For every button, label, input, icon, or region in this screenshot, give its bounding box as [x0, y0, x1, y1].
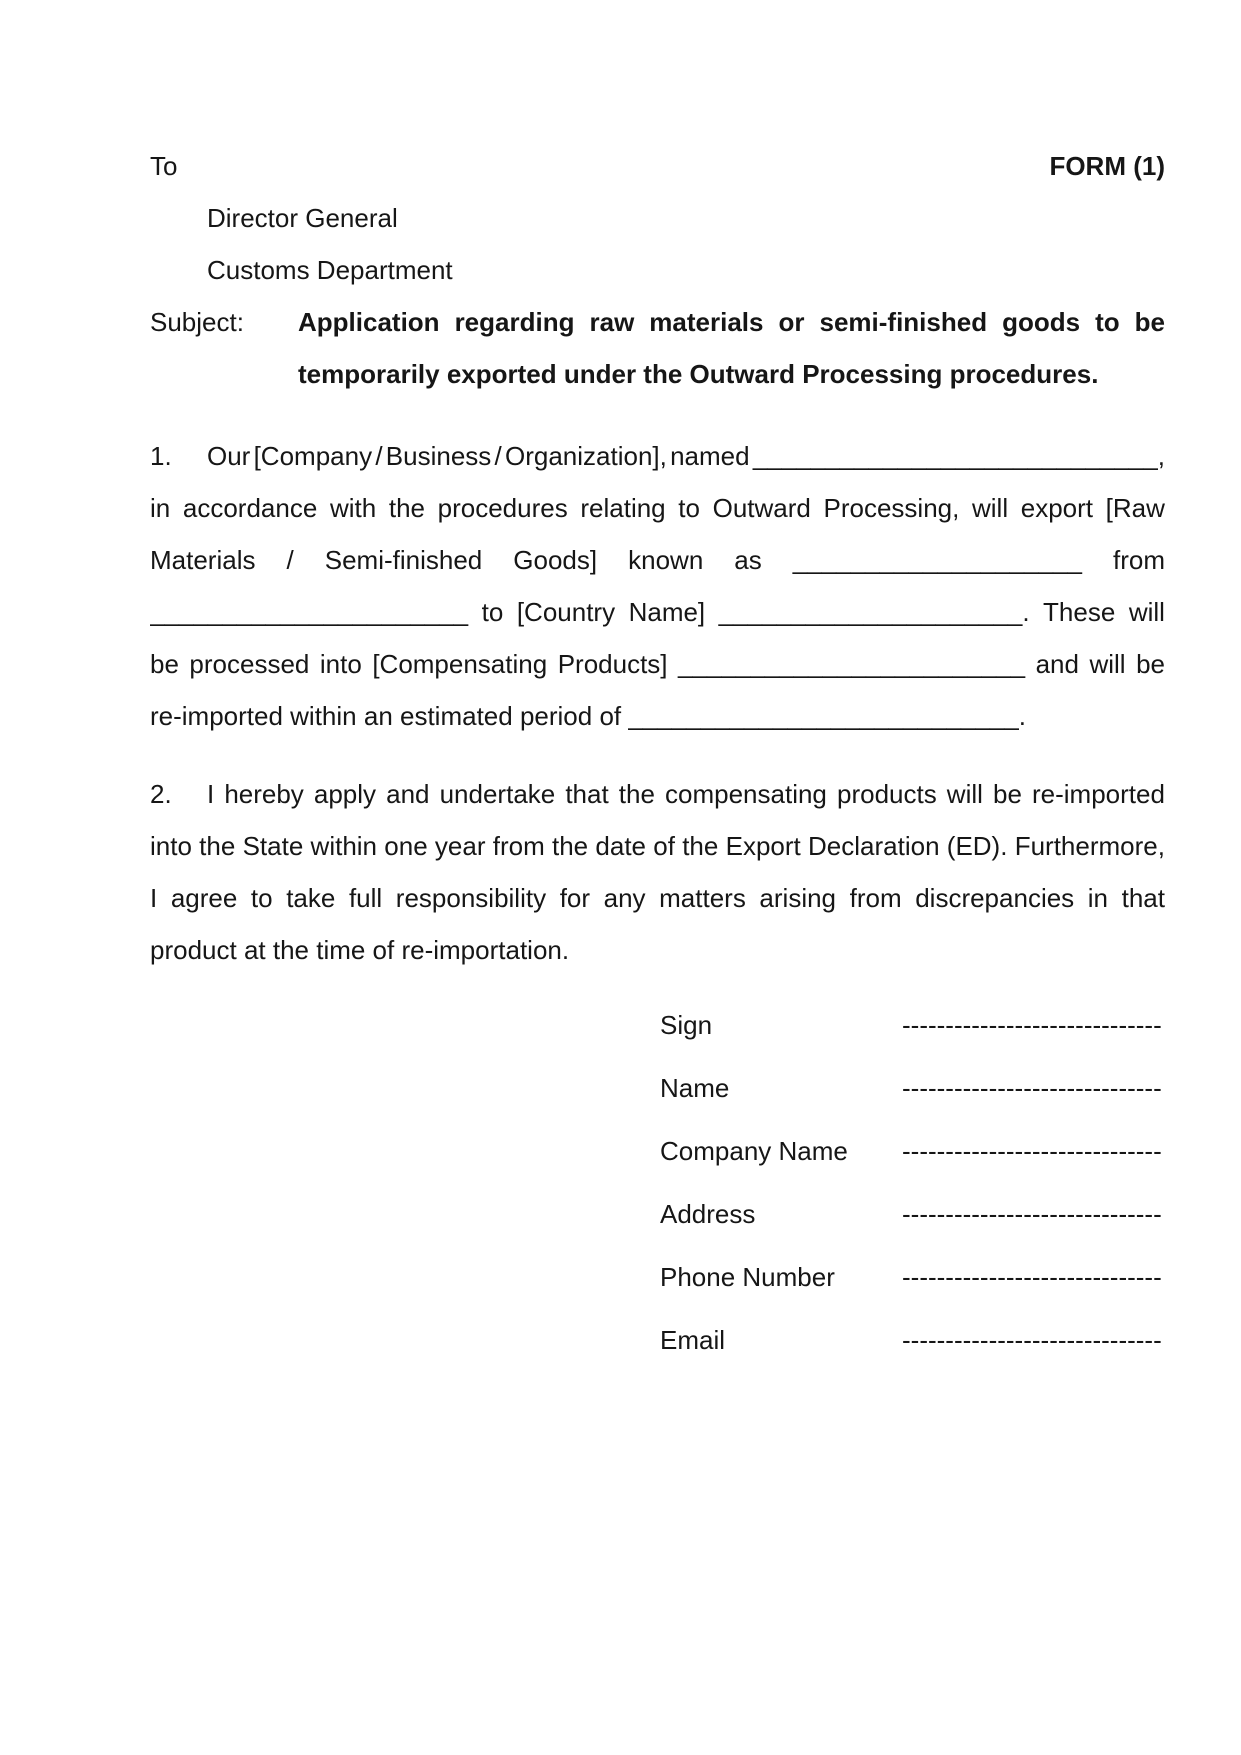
para-1-line-4: ______________________ to [Country Name] _____________________. These will [150, 597, 1165, 627]
sign-label: Sign [660, 1010, 713, 1040]
company-name-label: Company Name [660, 1136, 848, 1166]
to-label: To [150, 151, 178, 181]
company-name-blank-line: ------------------------------ [902, 1136, 1162, 1166]
signature-block [660, 994, 1165, 1372]
para-2-line-1: 2. I hereby apply and undertake that the compensating products will be re-imported [150, 768, 1165, 820]
paragraph-1 [150, 430, 1165, 742]
name-label: Name [660, 1073, 730, 1103]
address-row [660, 1183, 1165, 1246]
sign-row [660, 994, 1165, 1057]
subject-row [150, 296, 1165, 400]
phone-number-row [660, 1246, 1165, 1309]
para-2-line-2: into the State within one year from the date of the Export Declaration (ED). Furthermore, [150, 831, 1165, 861]
para-1-number: 1. [150, 441, 172, 471]
para-2-number: 2. [150, 779, 172, 809]
document-content [150, 140, 1165, 1372]
subject-label: Subject: [150, 307, 244, 337]
phone-number-blank-line: ------------------------------ [902, 1262, 1162, 1292]
name-row [660, 1057, 1165, 1120]
email-blank-line: ------------------------------ [902, 1325, 1162, 1355]
sign-blank-line: ------------------------------ [902, 1010, 1162, 1040]
email-label: Email [660, 1325, 726, 1355]
para-1-line-6: re-imported within an estimated period of ___________________________. [150, 701, 1026, 731]
para-1-line-3: Materials / Semi-finished Goods] known as ____________________ from [150, 545, 1165, 575]
para-2-line-3: I agree to take full responsibility for any matters arising from discrepancies in that [150, 883, 1165, 913]
subject-text [298, 296, 1165, 400]
subject-line-2: temporarily exported under the Outward Processing procedures. [298, 359, 1099, 389]
address-label: Address [660, 1199, 756, 1229]
form-number: FORM (1) [1049, 151, 1165, 181]
recipient-director-general: Director General [207, 203, 398, 233]
phone-number-label: Phone Number [660, 1262, 835, 1292]
header-row [150, 140, 1165, 192]
subject-line-1: Application regarding raw materials or semi-finished goods to be [298, 307, 1165, 337]
para-1-line-1: 1. Our [Company / Business / Organization], named ____________________________, [150, 430, 1165, 482]
email-row [660, 1309, 1165, 1372]
name-blank-line: ------------------------------ [902, 1073, 1162, 1103]
para-1-line-2: in accordance with the procedures relating to Outward Processing, will export [Raw [150, 493, 1165, 523]
address-blank-line: ------------------------------ [902, 1199, 1162, 1229]
para-2-line-4: product at the time of re-importation. [150, 935, 570, 965]
recipient-customs-department: Customs Department [207, 255, 453, 285]
company-name-row [660, 1120, 1165, 1183]
para-1-line-5: be processed into [Compensating Products] ________________________ and will be [150, 649, 1165, 679]
paragraph-2 [150, 768, 1165, 976]
